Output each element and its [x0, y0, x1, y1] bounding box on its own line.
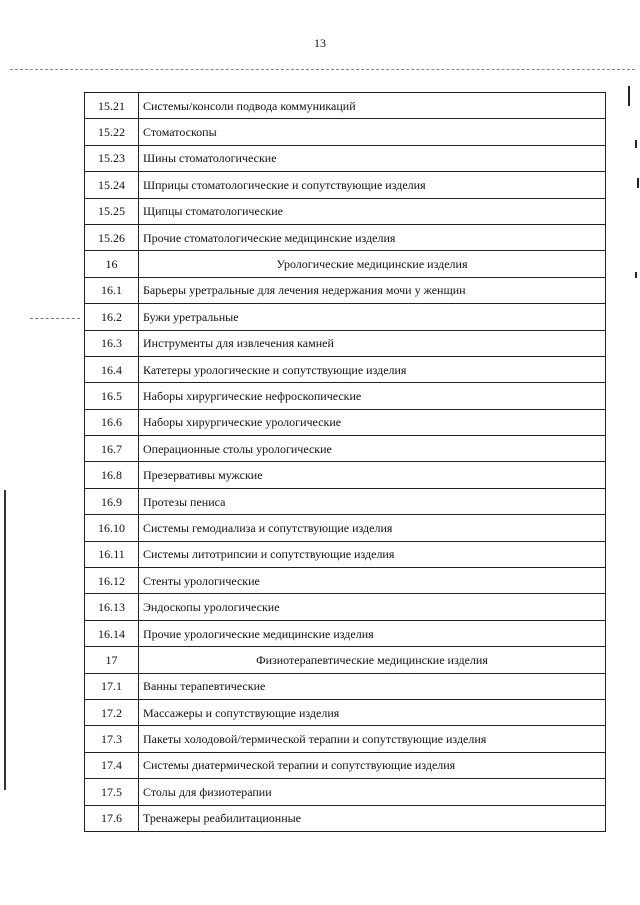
item-name: Системы гемодиализа и сопутствующие изделия — [139, 515, 606, 541]
item-name: Наборы хирургические урологические — [139, 409, 606, 435]
item-name: Тренажеры реабилитационные — [139, 805, 606, 831]
row-number: 17.2 — [85, 699, 139, 725]
item-name: Шприцы стоматологические и сопутствующие изделия — [139, 172, 606, 198]
row-number: 17 — [85, 647, 139, 673]
table-row — [85, 515, 606, 541]
table-row — [85, 277, 606, 303]
item-name: Протезы пениса — [139, 488, 606, 514]
item-name: Наборы хирургические нефроскопические — [139, 383, 606, 409]
item-name: Массажеры и сопутствующие изделия — [139, 699, 606, 725]
item-name: Пакеты холодовой/термической терапии и сопутствующие изделия — [139, 726, 606, 752]
item-name: Бужи уретральные — [139, 304, 606, 330]
item-name: Щипцы стоматологические — [139, 198, 606, 224]
table-row — [85, 699, 606, 725]
row-number: 16.5 — [85, 383, 139, 409]
scan-mark — [628, 86, 630, 106]
header-rule — [10, 69, 635, 70]
table-section-row — [85, 251, 606, 277]
row-number: 16.10 — [85, 515, 139, 541]
row-number: 17.3 — [85, 726, 139, 752]
table-row — [85, 198, 606, 224]
row-number: 16.6 — [85, 409, 139, 435]
table-section-row — [85, 647, 606, 673]
row-number: 16.13 — [85, 594, 139, 620]
item-name: Системы/консоли подвода коммуникаций — [139, 93, 606, 119]
row-number: 16.8 — [85, 462, 139, 488]
row-number: 16.1 — [85, 277, 139, 303]
row-number: 15.23 — [85, 145, 139, 171]
item-name: Стенты урологические — [139, 568, 606, 594]
item-name: Ванны терапевтические — [139, 673, 606, 699]
item-name: Системы диатермической терапии и сопутствующие изделия — [139, 752, 606, 778]
scan-mark — [4, 490, 6, 790]
item-name: Прочие урологические медицинские изделия — [139, 620, 606, 646]
scan-mark — [30, 318, 80, 319]
row-number: 15.25 — [85, 198, 139, 224]
table-row — [85, 726, 606, 752]
row-number: 16.9 — [85, 488, 139, 514]
table-row — [85, 568, 606, 594]
row-number: 15.22 — [85, 119, 139, 145]
table-row — [85, 119, 606, 145]
row-number: 17.5 — [85, 779, 139, 805]
row-number: 16.7 — [85, 436, 139, 462]
table-row — [85, 779, 606, 805]
table-row — [85, 462, 606, 488]
table-row — [85, 409, 606, 435]
item-name: Презервативы мужские — [139, 462, 606, 488]
row-number: 17.1 — [85, 673, 139, 699]
table-row — [85, 145, 606, 171]
section-title: Физиотерапевтические медицинские изделия — [139, 647, 606, 673]
row-number: 16.11 — [85, 541, 139, 567]
table-row — [85, 224, 606, 250]
item-name: Системы литотрипсии и сопутствующие изделия — [139, 541, 606, 567]
item-name: Инструменты для извлечения камней — [139, 330, 606, 356]
row-number: 16.3 — [85, 330, 139, 356]
table-row — [85, 594, 606, 620]
table-row — [85, 488, 606, 514]
item-name: Шины стоматологические — [139, 145, 606, 171]
table-row — [85, 304, 606, 330]
row-number: 15.24 — [85, 172, 139, 198]
scan-mark — [635, 140, 637, 148]
table-row — [85, 620, 606, 646]
section-title: Урологические медицинские изделия — [139, 251, 606, 277]
row-number: 16.4 — [85, 356, 139, 382]
item-name: Стоматоскопы — [139, 119, 606, 145]
table-row — [85, 172, 606, 198]
row-number: 16.12 — [85, 568, 139, 594]
row-number: 16 — [85, 251, 139, 277]
table-row — [85, 436, 606, 462]
item-name: Столы для физиотерапии — [139, 779, 606, 805]
table-row — [85, 673, 606, 699]
item-name: Прочие стоматологические медицинские изделия — [139, 224, 606, 250]
row-number: 17.4 — [85, 752, 139, 778]
row-number: 17.6 — [85, 805, 139, 831]
item-name: Операционные столы урологические — [139, 436, 606, 462]
row-number: 15.26 — [85, 224, 139, 250]
row-number: 16.2 — [85, 304, 139, 330]
table-row — [85, 330, 606, 356]
table-row — [85, 752, 606, 778]
table-row — [85, 805, 606, 831]
scan-mark — [637, 178, 639, 188]
device-classification-table — [84, 92, 606, 832]
table-row — [85, 356, 606, 382]
table-row — [85, 541, 606, 567]
table-row — [85, 383, 606, 409]
item-name: Катетеры урологические и сопутствующие изделия — [139, 356, 606, 382]
row-number: 16.14 — [85, 620, 139, 646]
table-row — [85, 93, 606, 119]
page-number: 13 — [314, 36, 326, 50]
item-name: Эндоскопы урологические — [139, 594, 606, 620]
scan-mark — [635, 272, 637, 278]
item-name: Барьеры уретральные для лечения недержания мочи у женщин — [139, 277, 606, 303]
row-number: 15.21 — [85, 93, 139, 119]
table-body — [85, 93, 606, 832]
